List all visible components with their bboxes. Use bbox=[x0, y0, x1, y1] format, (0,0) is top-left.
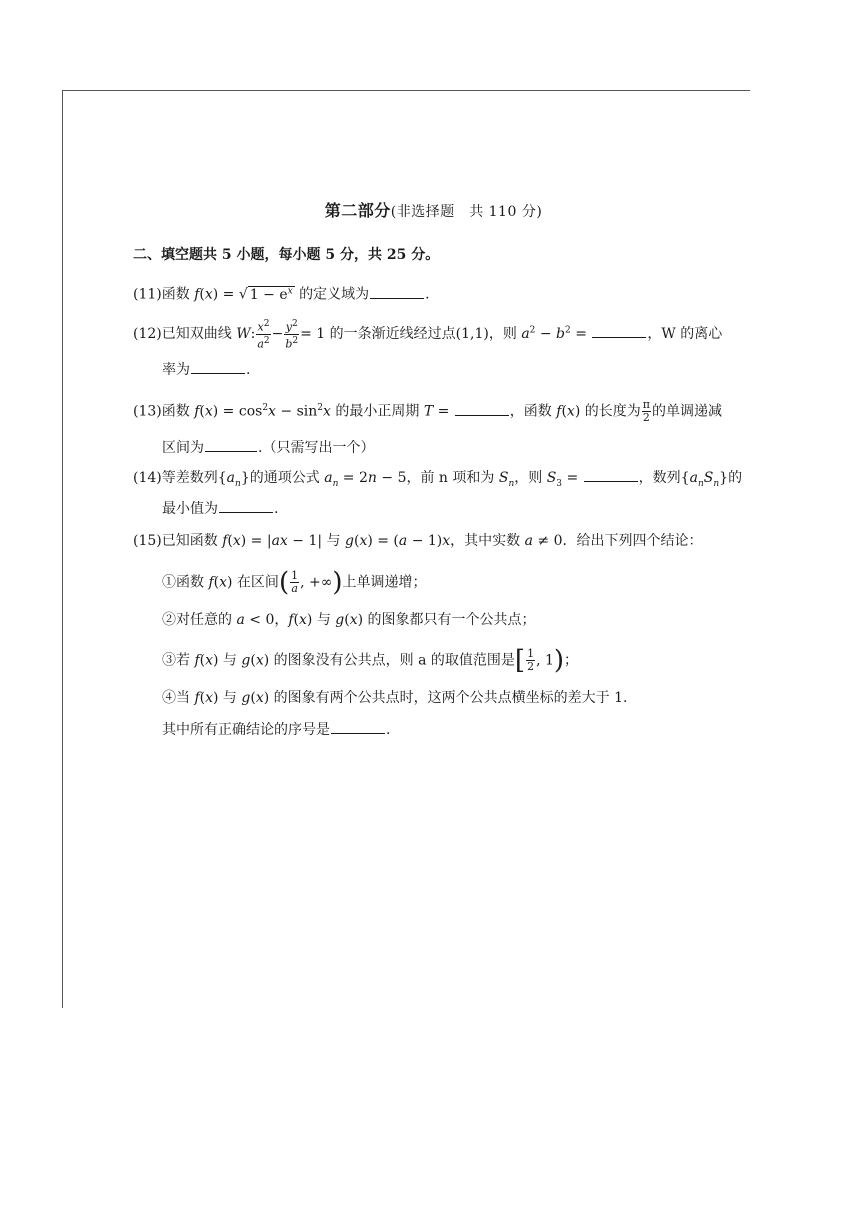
q14-text-c: ，前 n 项和为 bbox=[406, 470, 499, 486]
question-13-cont bbox=[162, 438, 374, 458]
q15-opt3-d: ； bbox=[564, 652, 579, 669]
question-11: (11)函数 f(x) = √ $1 - e^x$ 的定义域为 . bbox=[133, 286, 430, 303]
q12-cont-a: 率为 bbox=[162, 362, 190, 378]
q14-cont-a: 最小值为 bbox=[162, 501, 218, 517]
q11-end: . bbox=[425, 286, 430, 303]
q15-option-3: ③若 f(x) 与 g(x) 的图象没有公共点，则 a 的取值范围是[ $\frac{1}{2}$ , 1)； bbox=[162, 645, 579, 676]
q12-answer-blank-1[interactable] bbox=[592, 336, 646, 338]
q11-text-a: 函数 bbox=[161, 286, 195, 303]
q15-end: . bbox=[386, 722, 391, 738]
q15-opt1-c: 上单调递增； bbox=[342, 574, 427, 591]
q13-text-e: 的单调递减 bbox=[651, 403, 722, 420]
page-frame-left bbox=[62, 90, 63, 1008]
q15-final bbox=[162, 720, 390, 740]
q15-opt3-b: 与 bbox=[218, 652, 242, 669]
q15-opt2-a: ②对任意的 bbox=[162, 612, 237, 628]
q13-answer-blank-1[interactable] bbox=[455, 414, 509, 416]
part-title-main: 第二部分 bbox=[324, 201, 391, 220]
q14-answer-blank-2[interactable] bbox=[219, 511, 273, 513]
q15-option-2: ②对任意的 a < 0，f(x) 与 g(x) 的图象都只有一个公共点； bbox=[162, 612, 536, 628]
question-13: (13)函数 $f(x) = \cos^2x - \sin^2x$ 的最小正周期 T = ，函数 f(x) 的长度为 $\frac{\pi}{2}$ 的单调递减 bbox=[133, 398, 722, 425]
q15-text-b: 与 bbox=[322, 533, 345, 549]
section-heading: 二、填空题共 5 小题，每小题 5 分，共 25 分。 bbox=[133, 247, 440, 263]
q13-cont-a: 区间为 bbox=[162, 440, 204, 456]
q14-end: . bbox=[274, 501, 279, 517]
q15-number: (15) bbox=[133, 533, 162, 549]
q15-opt1-b: 在区间 bbox=[232, 574, 279, 591]
question-12: (12)已知双曲线 W: $\frac{x^2}{a^2}$ − $\frac{y^2}{b^2}$ = 1 的一条渐近线经过点(1,1)，则 $a^2 - b^2$ = ，W 的离心 bbox=[133, 319, 723, 351]
q14-text-a: 等差数列 bbox=[161, 470, 218, 486]
q11-answer-blank[interactable] bbox=[370, 297, 424, 299]
q15-opt2-b: ， bbox=[274, 612, 289, 628]
q14-text-b: 的通项公式 bbox=[249, 470, 325, 486]
q13-text-c: ，函数 bbox=[509, 403, 557, 420]
q15-opt4-b: 与 bbox=[218, 690, 242, 706]
q13-text-d: 的长度为 bbox=[580, 403, 641, 420]
q12-number: (12) bbox=[133, 326, 162, 343]
question-14-cont bbox=[162, 499, 278, 519]
q15-opt3-a: ③若 bbox=[162, 652, 195, 669]
q13-cont-b: .（只需写出一个） bbox=[258, 440, 375, 456]
page-frame-top bbox=[62, 90, 750, 91]
q15-opt4-c: 的图象有两个公共点时，这两个公共点横坐标的差大于 1. bbox=[269, 690, 628, 706]
q15-answer-blank[interactable] bbox=[331, 732, 385, 734]
q13-text-b: 的最小正周期 bbox=[330, 403, 424, 420]
q12-end: . bbox=[246, 362, 251, 378]
q15-opt1-a: ①函数 bbox=[162, 574, 209, 591]
q14-number: (14) bbox=[133, 470, 162, 486]
part-title-sub: (非选择题 共 110 分) bbox=[390, 204, 543, 220]
q12-text-c: ，W 的离心 bbox=[647, 326, 723, 343]
question-14: (14)等差数列$\{a_n\}$的通项公式 $a_n = 2n - 5$，前 n 项和为 $S_n$，则 $S_3$ = ，数列$\{a_nS_n\}$的 bbox=[133, 470, 743, 489]
q15-option-1: ①函数 f(x) 在区间( $\frac{1}{a}$ , +∞)上单调递增； bbox=[162, 567, 427, 598]
q15-text-d: ．给出下列四个结论： bbox=[562, 533, 703, 549]
q15-opt4-a: ④当 bbox=[162, 690, 195, 706]
q14-text-f: 的 bbox=[728, 470, 743, 486]
q13-answer-blank-2[interactable] bbox=[205, 450, 257, 452]
q12-text-b: 的一条渐近线经过点(1,1)，则 bbox=[325, 326, 522, 343]
q11-text-b: 的定义域为 bbox=[294, 286, 370, 303]
q14-text-e: ，数列 bbox=[638, 470, 681, 486]
q15-opt3-c: 的图象没有公共点，则 a 的取值范围是 bbox=[269, 652, 515, 669]
q15-text-c: ，其中实数 bbox=[450, 533, 525, 549]
q11-number: (11) bbox=[133, 286, 162, 303]
q13-text-a: 函数 bbox=[161, 403, 195, 420]
q15-opt2-c: 与 bbox=[312, 612, 336, 628]
q13-number: (13) bbox=[133, 403, 162, 420]
q12-answer-blank-2[interactable] bbox=[191, 372, 245, 374]
q15-opt2-d: 的图象都只有一个公共点； bbox=[363, 612, 536, 628]
q12-text-a: 已知双曲线 bbox=[161, 326, 237, 343]
q15-option-4: ④当 f(x) 与 g(x) 的图象有两个公共点时，这两个公共点横坐标的差大于 1. bbox=[162, 690, 628, 706]
q14-text-d: ，则 bbox=[514, 470, 547, 486]
q14-answer-blank-1[interactable] bbox=[584, 480, 638, 482]
question-15: (15)已知函数 f(x) = |ax − 1| 与 g(x) = (a − 1)x，其中实数 a ≠ 0．给出下列四个结论： bbox=[133, 533, 703, 549]
q15-final-a: 其中所有正确结论的序号是 bbox=[162, 722, 330, 738]
part-title bbox=[0, 198, 867, 221]
question-12-cont bbox=[162, 360, 250, 380]
q15-text-a: 已知函数 bbox=[161, 533, 223, 549]
